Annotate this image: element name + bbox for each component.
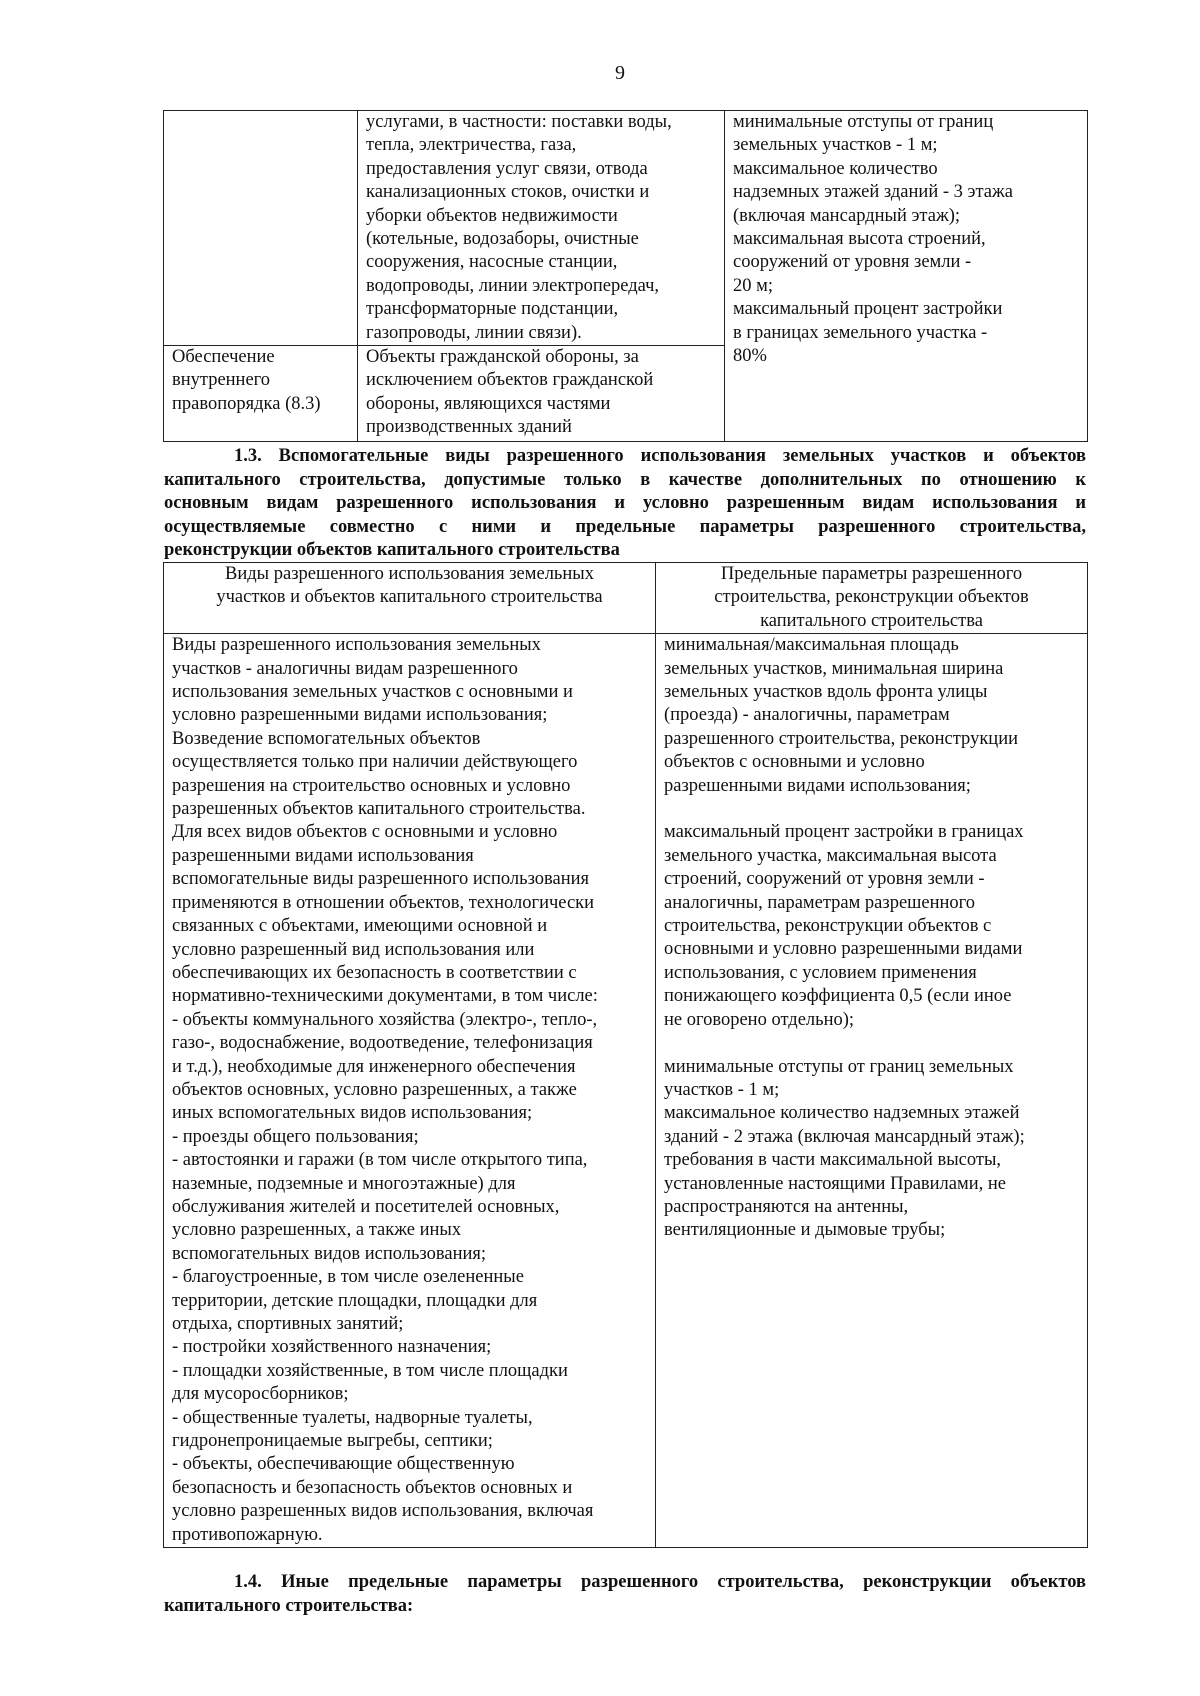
- heading-line: основным видам разрешенного использования и условно разрешенным видам использования и: [164, 493, 1086, 513]
- text-line: условно разрешенных, а также иных: [172, 1220, 462, 1241]
- text-line: распространяются на антенны,: [664, 1196, 909, 1217]
- text-line: уборки объектов недвижимости: [366, 205, 618, 226]
- text-line: строительства, реконструкции объектов с: [664, 916, 992, 937]
- text-line: условно разрешенными видами использования;: [172, 705, 548, 726]
- text-line: - проезды общего пользования;: [172, 1126, 419, 1147]
- text-line: осуществляется только при наличии действующего: [172, 752, 578, 773]
- text-line: объектов основных, условно разрешенных, а также: [172, 1079, 577, 1100]
- text-line: вспомогательные виды разрешенного использования: [172, 869, 590, 890]
- text-line: внутреннего: [172, 370, 271, 391]
- text-line: строений, сооружений от уровня земли -: [664, 869, 985, 890]
- text-line: обслуживания жителей и посетителей основных,: [172, 1196, 560, 1217]
- table-row: [164, 111, 1088, 346]
- text-line: Для всех видов объектов с основными и условно: [172, 822, 558, 843]
- text-line: - объекты, обеспечивающие общественную: [172, 1454, 515, 1475]
- text-line: - общественные туалеты, надворные туалеты,: [172, 1407, 533, 1428]
- text-line: использования, с условием применения: [664, 962, 977, 983]
- section-heading-1-3: [164, 445, 1086, 563]
- text-line: установленные настоящими Правилами, не: [664, 1173, 1006, 1194]
- text-line: земельных участков вдоль фронта улицы: [664, 682, 988, 703]
- text-line: (проезда) - аналогичны, параметрам: [664, 705, 950, 726]
- text-line: безопасность и безопасность объектов основных и: [172, 1477, 573, 1498]
- table-cell-utilities-description: [358, 111, 725, 346]
- text-line: исключением объектов гражданской: [366, 370, 654, 391]
- text-line: земельных участков - 1 м;: [733, 135, 938, 156]
- text-line: обеспечивающих их безопасность в соответствии с: [172, 962, 577, 983]
- table-cell-auxiliary-uses: [164, 634, 656, 1548]
- text-line: гидронепроницаемые выгребы, септики;: [172, 1431, 493, 1452]
- text-line: требования в части максимальной высоты,: [664, 1150, 1002, 1171]
- text-line: аналогичны, параметрам разрешенного: [664, 892, 976, 913]
- text-line: максимальное количество надземных этажей: [664, 1103, 1020, 1124]
- zoning-table-continuation: [163, 110, 1088, 442]
- text-line: в границах земельного участка -: [733, 322, 988, 343]
- table-cell-empty: [164, 111, 358, 346]
- text-line: применяются в отношении объектов, технологически: [172, 892, 595, 913]
- text-line: использования земельных участков с основными и: [172, 682, 573, 703]
- text-line: разрешенного строительства, реконструкции: [664, 728, 1019, 749]
- text-line: объектов с основными и условно: [664, 752, 925, 773]
- text-line: обороны, являющихся частями: [366, 393, 611, 414]
- text-line: тепла, электричества, газа,: [366, 135, 577, 156]
- table-cell-parameters: [725, 111, 1088, 442]
- text-line: вспомогательных видов использования;: [172, 1243, 487, 1264]
- text-line: Обеспечение: [172, 347, 275, 368]
- text-line: - объекты коммунального хозяйства (электро-, тепло-,: [172, 1009, 598, 1030]
- text-line: - автостоянки и гаражи (в том числе открытого типа,: [172, 1150, 588, 1171]
- text-line: нормативно-техническими документами, в том числе:: [172, 986, 598, 1007]
- text-line: минимальные отступы от границ: [733, 112, 994, 132]
- heading-line: капитального строительства, допустимые только в качестве дополнительных по отношению к: [164, 469, 1086, 490]
- text-line: - площадки хозяйственные, в том числе площадки: [172, 1360, 568, 1381]
- text-line: участков и объектов капитального строительства: [216, 587, 603, 608]
- text-line: правопорядка (8.3): [172, 393, 321, 414]
- text-line: Предельные параметры разрешенного: [720, 564, 1023, 584]
- table-header-parameters: [656, 563, 1088, 634]
- text-line: не оговорено отдельно);: [664, 1009, 855, 1030]
- text-line: наземные, подземные и многоэтажные) для: [172, 1173, 516, 1194]
- heading-line: осуществляемые совместно с ними и предельные параметры разрешенного строительства,: [164, 516, 1086, 537]
- heading-line: 1.4. Иные предельные параметры разрешенного строительства, реконструкции объектов: [234, 1572, 1086, 1592]
- text-line: (включая мансардный этаж);: [733, 205, 961, 226]
- text-line: максимальная высота строений,: [733, 229, 986, 250]
- text-line: разрешенных объектов капитального строительства.: [172, 799, 586, 820]
- text-line: 80%: [733, 346, 767, 367]
- text-line: водопроводы, линии электропередач,: [366, 275, 660, 296]
- text-line: максимальное количество: [733, 158, 938, 179]
- text-line: основными и условно разрешенными видами: [664, 939, 1023, 960]
- text-line: - постройки хозяйственного назначения;: [172, 1337, 492, 1358]
- table-cell-use-type: [164, 346, 358, 442]
- text-line: [664, 798, 1079, 821]
- text-line: связанных с объектами, имеющими основной и: [172, 916, 548, 937]
- heading-line: реконструкции объектов капитального строительства: [164, 540, 620, 560]
- text-line: зданий - 2 этажа (включая мансардный этаж);: [664, 1126, 1025, 1147]
- text-line: участков - аналогичны видам разрешенного: [172, 658, 518, 679]
- heading-line: капитального строительства:: [164, 1595, 414, 1616]
- text-line: строительства, реконструкции объектов: [714, 587, 1029, 608]
- text-line: сооружений от уровня земли -: [733, 252, 972, 273]
- text-line: противопожарную.: [172, 1524, 323, 1545]
- text-line: земельного участка, максимальная высота: [664, 845, 997, 866]
- text-line: услугами, в частности: поставки воды,: [366, 112, 672, 132]
- table-cell-auxiliary-parameters: [656, 634, 1088, 1548]
- text-line: для мусоросборников;: [172, 1384, 349, 1405]
- text-line: участков - 1 м;: [664, 1079, 780, 1100]
- text-line: Виды разрешенного использования земельных: [172, 635, 541, 656]
- page-number: 9: [615, 62, 625, 84]
- text-line: максимальный процент застройки в границах: [664, 822, 1024, 843]
- text-line: Объекты гражданской обороны, за: [366, 347, 639, 368]
- text-line: [664, 1032, 1079, 1055]
- table-cell-civil-defense-description: [358, 346, 725, 442]
- text-line: Виды разрешенного использования земельных: [225, 564, 594, 584]
- text-line: предоставления услуг связи, отвода: [366, 158, 648, 179]
- text-line: отдыха, спортивных занятий;: [172, 1314, 404, 1334]
- text-line: 20 м;: [733, 275, 773, 296]
- text-line: разрешенными видами использования: [172, 845, 474, 866]
- auxiliary-uses-table: [163, 562, 1088, 1548]
- text-line: Возведение вспомогательных объектов: [172, 728, 481, 749]
- text-line: разрешения на строительство основных и условно: [172, 775, 571, 796]
- table-header-row: [164, 563, 1088, 634]
- text-line: канализационных стоков, очистки и: [366, 182, 650, 203]
- text-line: надземных этажей зданий - 3 этажа: [733, 182, 1013, 203]
- text-line: условно разрешенный вид использования или: [172, 939, 535, 960]
- text-line: минимальные отступы от границ земельных: [664, 1056, 1014, 1077]
- text-line: минимальная/максимальная площадь: [664, 635, 959, 656]
- text-line: производственных зданий: [366, 417, 572, 438]
- heading-line: 1.3. Вспомогательные виды разрешенного использования земельных участков и объектов: [234, 446, 1086, 466]
- text-line: газо-, водоснабжение, водоотведение, телефонизация: [172, 1033, 593, 1054]
- text-line: трансформаторные подстанции,: [366, 299, 619, 320]
- text-line: - благоустроенные, в том числе озелененные: [172, 1267, 524, 1288]
- text-line: сооружения, насосные станции,: [366, 252, 618, 273]
- text-line: понижающего коэффициента 0,5 (если иное: [664, 986, 1012, 1007]
- text-line: максимальный процент застройки: [733, 299, 1003, 320]
- text-line: разрешенными видами использования;: [664, 775, 971, 796]
- text-line: условно разрешенных видов использования, включая: [172, 1501, 594, 1522]
- text-line: земельных участков, минимальная ширина: [664, 658, 1004, 679]
- text-line: капитального строительства: [760, 610, 983, 631]
- text-line: вентиляционные и дымовые трубы;: [664, 1220, 946, 1241]
- section-heading-1-4: [164, 1571, 1086, 1618]
- table-row: [164, 634, 1088, 1548]
- text-line: (котельные, водозаборы, очистные: [366, 229, 639, 250]
- table-header-uses: [164, 563, 656, 634]
- text-line: и т.д.), необходимые для инженерного обеспечения: [172, 1056, 576, 1077]
- text-line: территории, детские площадки, площадки для: [172, 1290, 538, 1311]
- text-line: газопроводы, линии связи).: [366, 322, 582, 343]
- text-line: иных вспомогательных видов использования;: [172, 1103, 533, 1124]
